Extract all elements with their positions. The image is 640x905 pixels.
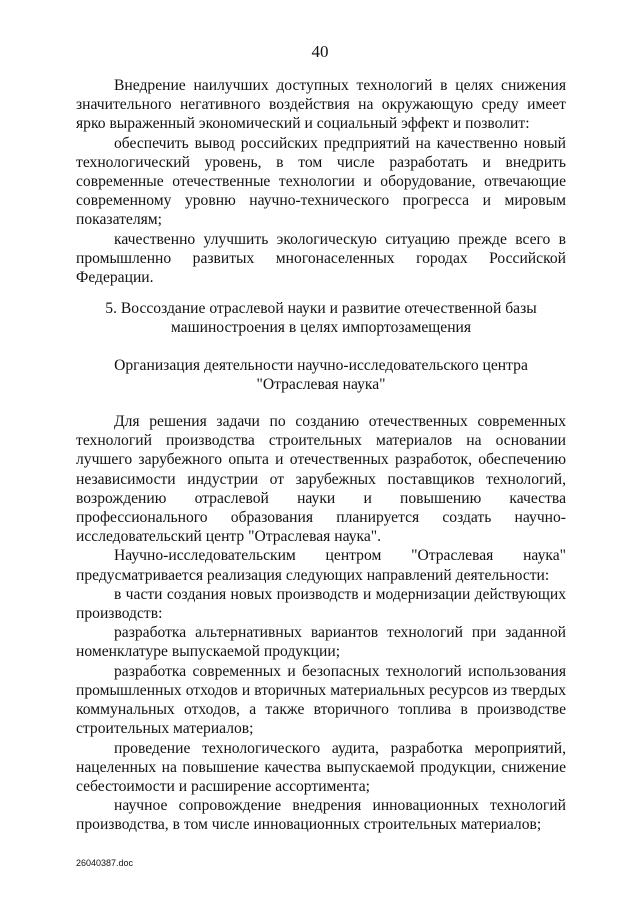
- paragraph: в части создания новых производств и модернизации действующих производств:: [76, 585, 566, 623]
- paragraph: Для решения задачи по созданию отечественных современных технологий производства строительных материалов на основании лучшего зарубежного опыта и отечественных разработок, обеспечению независимости индустрии от зарубежных поставщиков технологий, возрождению отраслевой науки и повышению качества профессионального образования планируется создать научно-исследовательский центр "Отраслевая наука".: [76, 413, 566, 546]
- paragraph: научное сопровождение внедрения инновационных технологий производства, в том числе инновационных строительных материалов;: [76, 797, 566, 834]
- document-body: [76, 76, 566, 835]
- paragraph: Научно-исследовательским центром "Отраслевая наука" предусматривается реализация следующих направлений деятельности:: [76, 547, 566, 584]
- subsection-heading-line: Организация деятельности научно-исследовательского центра: [114, 356, 528, 374]
- paragraph: разработка современных и безопасных технологий использования промышленных отходов и вторичных материальных ресурсов из твердых коммунальных отходов, а также вторичного топлива в производстве строительных материалов;: [76, 662, 566, 738]
- paragraph: качественно улучшить экологическую ситуацию прежде всего в промышленно развитых многонаселенных городах Российской Федерации.: [76, 230, 566, 287]
- section-heading: [76, 299, 566, 337]
- paragraph: проведение технологического аудита, разработка мероприятий, нацеленных на повышение качества выпускаемой продукции, снижение себестоимости и расширение ассортимента;: [76, 739, 566, 795]
- paragraph: Внедрение наилучших доступных технологий в целях снижения значительного негативного воздействия на окружающую среду имеет ярко выраженный экономический и социальный эффект и позволит:: [76, 77, 566, 133]
- subsection-heading: [76, 356, 566, 394]
- section-heading-line: машиностроения в целях импортозамещения: [170, 319, 472, 337]
- paragraph: разработка альтернативных вариантов технологий при заданной номенклатуре выпускаемой продукции;: [76, 624, 566, 661]
- file-name-footer: 26040387.doc: [76, 858, 134, 868]
- page-number: 40: [311, 42, 329, 61]
- subsection-heading-line: "Отраслевая наука": [256, 375, 386, 393]
- paragraph: обеспечить вывод российских предприятий на качественно новый технологический уровень, в том числе разработать и внедрить современные отечественные технологии и оборудование, отвечающие современному уровню научно-технического прогресса и мировым показателям;: [76, 134, 566, 229]
- section-heading-line: 5. Воссоздание отраслевой науки и развитие отечественной базы: [105, 300, 537, 318]
